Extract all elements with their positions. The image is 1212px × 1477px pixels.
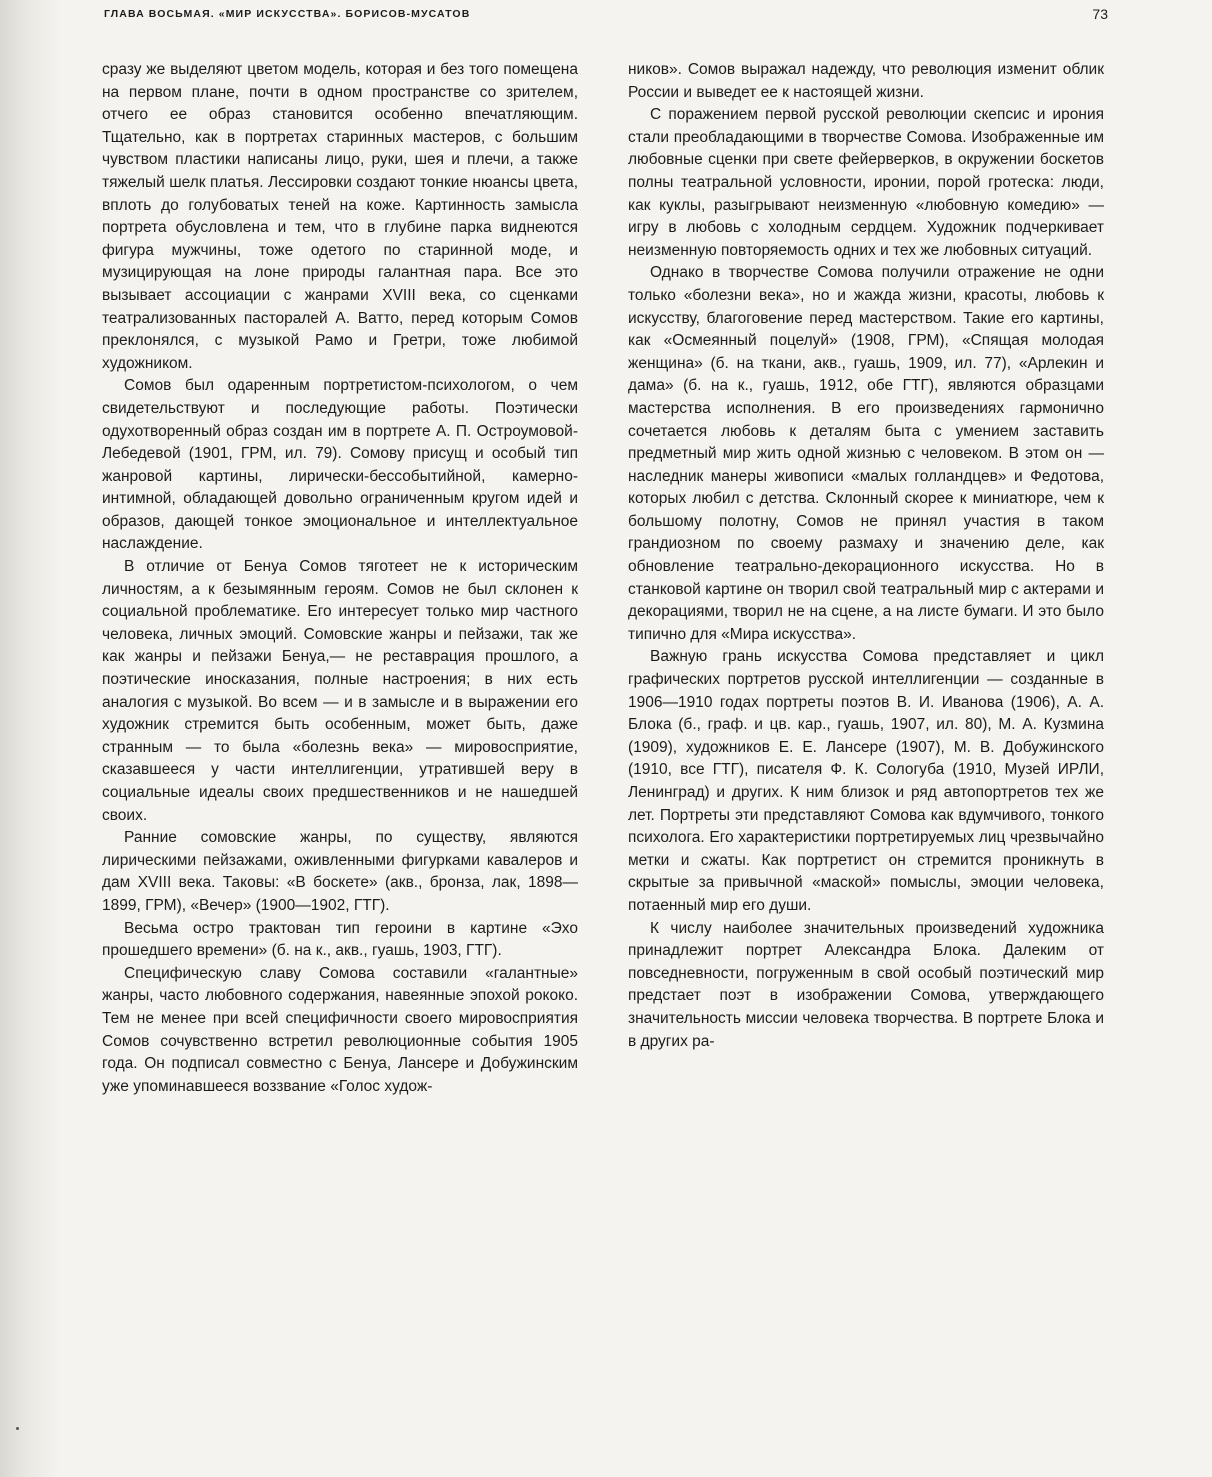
left-column (102, 59, 578, 1459)
page-binding-shadow (0, 0, 60, 1477)
paragraph: Весьма остро трактован тип героини в картине «Эхо прошедшего времени» (б. на к., акв., гуашь, 1903, ГТГ). (102, 919, 578, 960)
paragraph: сразу же выделяют цветом модель, которая и без того помещена на первом плане, почти в одном пространстве со зрителем, отчего ее образ становится особенно впечатляющим. Тщательно, как в портретах старинных мастеров, с большим чувством пластики написаны лицо, руки, шея и плечи, а также тяжелый шелк платья. Лессировки создают тонкие нюансы цвета, вплоть до голубоватых теней на коже. Картинность замысла портрета обусловлена и тем, что в глубине парка виднеются фигура мужчины, тоже одетого по старинной моде, и музицирующая на лоне природы галантная пара. Все это вызывает ассоциации с жанрами XVIII века, со сценками театрализованных пасторалей А. Ватто, перед которым Сомов преклонялся, с музыкой Рамо и Гретри, тоже любимой художником. (102, 61, 578, 372)
margin-speck (16, 1427, 19, 1430)
paragraph: К числу наиболее значительных произведений художника принадлежит портрет Александра Блока. Далеким от повседневности, погруженным в свой особый поэтический мир предстает поэт в изображении Сомова, утверждающего значительность миссии человека творчества. В портрете Блока и в других ра- (628, 919, 1104, 1050)
paragraph: В отличие от Бенуа Сомов тяготеет не к историческим личностям, а к безымянным героям. Сомов не был склонен к социальной проблематике. Его интересует только мир частного человека, личных эмоций. Сомовские жанры и пейзажи, так же как жанры и пейзажи Бенуа,— не реставрация прошлого, а поэтические иносказания, полные настроения; в них есть аналогия с музыкой. Во всем — и в замысле и в выражении его художник стремится быть особенным, может быть, даже странным — то была «болезнь века» — мировосприятие, сказавшееся у части интеллигенции, утратившей веру в социальные идеалы своих предшественников и не нашедшей своих. (102, 558, 578, 824)
paragraph: Однако в творчестве Сомова получили отражение не одни только «болезни века», но и жажда жизни, красоты, любовь к искусству, благоговение перед мастерством. Такие его картины, как «Осмеянный поцелуй» (1908, ГРМ), «Спящая молодая женщина» (б. на ткани, акв., гуашь, 1909, ил. 77), «Арлекин и дама» (б. на к., гуашь, 1912, обе ГТГ), являются образцами мастерства исполнения. В его произведениях гармонично сочетается любовь к деталям быта с умением заставить предметный мир жить одной жизнью с человеком. В этом он — наследник манеры живописи «малых голландцев» и Федотова, которых любил с детства. Склонный скорее к миниатюре, чем к большому полотну, Сомов не принял участия в таком грандиозном по своему размаху и значению деле, как обновление театрально-декорационного искусства. Но в станковой картине он творил свой театральный мир с актерами и декорациями, творил не на сцене, а на листе бумаги. И это было типично для «Мира искусства». (628, 264, 1104, 643)
right-column (628, 59, 1104, 1459)
page-number: 73 (1092, 6, 1108, 22)
paragraph: Сомов был одаренным портретистом-психологом, о чем свидетельствуют и последующие работы. Поэтически одухотворенный образ создан им в портрете А. П. Остроумовой-Лебедевой (1901, ГРМ, ил. 79). Сомову присущ и особый тип жанровой картины, лирически-бессобытийной, камерно-интимной, обладающей довольно ограниченным кругом идей и образов, дающей тонкое эмоциональное и интеллектуальное наслаждение. (102, 377, 578, 553)
paragraph: Ранние сомовские жанры, по существу, являются лирическими пейзажами, оживленными фигурками кавалеров и дам XVIII века. Таковы: «В боскете» (акв., бронза, лак, 1898—1899, ГРМ), «Вечер» (1900—1902, ГТГ). (102, 829, 578, 914)
paragraph: Специфическую славу Сомова составили «галантные» жанры, часто любовного содержания, навеянные эпохой рококо. Тем не менее при всей специфичности своего мировосприятия Сомов сочувственно встретил революционные события 1905 года. Он подписал совместно с Бенуа, Лансере и Добужинским уже упоминавшееся воззвание «Голос худож- (102, 964, 578, 1095)
paragraph: ников». Сомов выражал надежду, что революция изменит облик России и выведет ее к настоящей жизни. (628, 61, 1104, 101)
paragraph: С поражением первой русской революции скепсис и ирония стали преобладающими в творчестве Сомова. Изображенные им любовные сценки при свете фейерверков, в окружении боскетов полны театральной условности, иронии, порой гротеска: люди, как куклы, разыгрывают неизменную «любовную комедию» — игру в любовь с холодным сердцем. Художник подчеркивает неизменную повторяемость одних и тех же любовных ситуаций. (628, 106, 1104, 259)
running-head: ГЛАВА ВОСЬМАЯ. «МИР ИСКУССТВА». БОРИСОВ-МУСАТОВ (104, 8, 471, 20)
paragraph: Важную грань искусства Сомова представляет и цикл графических портретов русской интеллигенции — созданные в 1906—1910 годах портреты поэтов В. И. Иванова (1906), А. А. Блока (б., граф. и цв. кар., гуашь, 1907, ил. 80), М. А. Кузмина (1909), художников Е. Е. Лансере (1907), М. В. Добужинского (1910, все ГТГ), писателя Ф. К. Сологуба (1910, Музей ИРЛИ, Ленинград) и других. К ним близок и ряд автопортретов тех же лет. Портреты эти представляют Сомова как вдумчивого, тонкого психолога. Его характеристики портретируемых лиц чрезвычайно метки и сжаты. Как портретист он стремится проникнуть в скрытые за привычной «маской» помыслы, эмоции человека, потаенный мир его души. (628, 648, 1104, 914)
